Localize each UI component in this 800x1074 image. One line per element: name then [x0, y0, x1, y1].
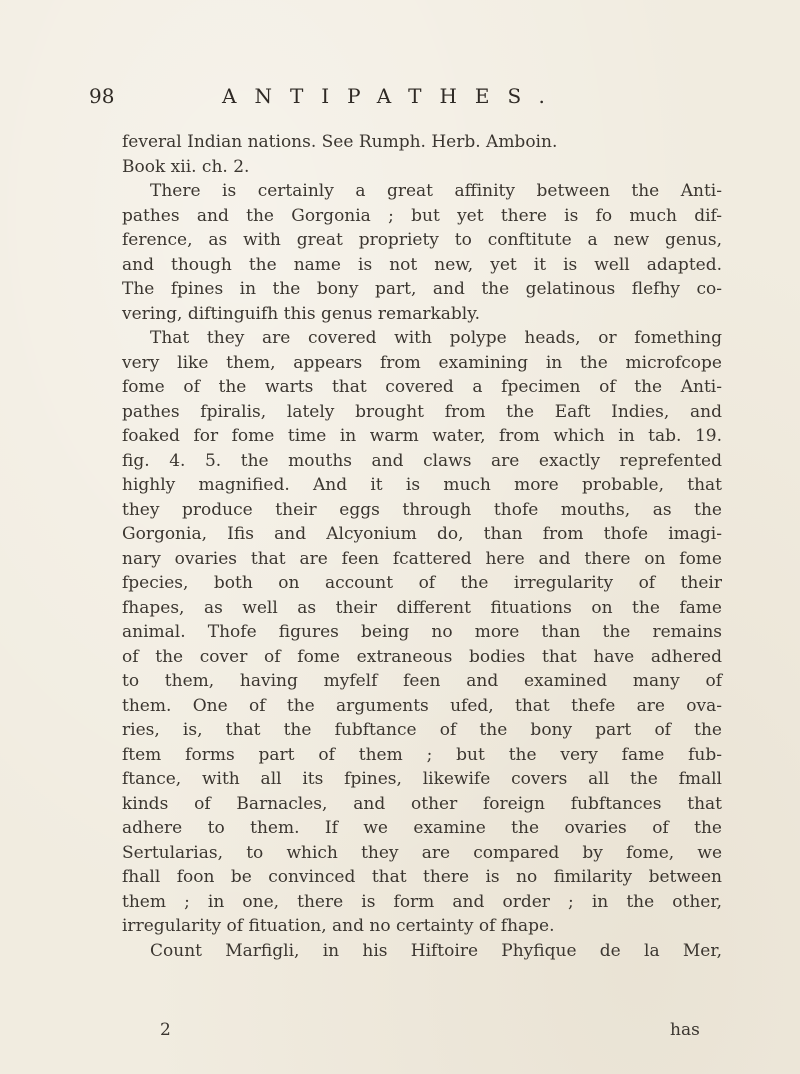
text-line: fome of the warts that covered a fpecimen of the Anti-: [122, 377, 722, 397]
text-line: fhapes, as well as their different fituations on the fame: [122, 597, 722, 618]
page-number: 98: [89, 84, 115, 108]
signature-mark: 2: [160, 1020, 171, 1040]
text-line: foaked for fome time in warm water, from which in tab. 19.: [122, 426, 722, 446]
text-line: Book xii. ch. 2.: [122, 156, 250, 177]
text-line: ftem forms part of them ; but the very fame fub-: [122, 744, 722, 765]
text-line: fhall foon be convinced that there is no fimilarity between: [122, 867, 722, 887]
text-line: fig. 4. 5. the mouths and claws are exactly reprefented: [122, 450, 722, 471]
page-footer: [0, 1020, 800, 1046]
text-line: them. One of the arguments ufed, that thefe are ova-: [122, 695, 722, 716]
text-line: The fpines in the bony part, and the gelatinous flefhy co-: [122, 279, 722, 299]
text-line: and though the name is not new, yet it is well adapted.: [122, 254, 722, 275]
text-line: There is certainly a great affinity between the Anti-: [150, 181, 722, 201]
body-text: [122, 130, 722, 963]
text-line: adhere to them. If we examine the ovaries of the: [122, 818, 722, 838]
text-line: nary ovaries that are feen fcattered here and there on fome: [122, 548, 722, 569]
text-line: they produce their eggs through thofe mouths, as the: [122, 499, 722, 520]
text-line: highly magnified. And it is much more probable, that: [122, 475, 722, 495]
text-line: vering, diftinguifh this genus remarkably.: [122, 303, 480, 324]
running-head: [0, 84, 800, 114]
running-title: ANTIPATHES.: [222, 84, 563, 108]
catchword: has: [670, 1020, 700, 1040]
text-line: of the cover of fome extraneous bodies that have adhered: [122, 646, 722, 667]
text-line: Gorgonia, Ifis and Alcyonium do, than from thofe imagi-: [122, 524, 722, 544]
text-line: ference, as with great propriety to conftitute a new genus,: [122, 230, 722, 250]
text-line: That they are covered with polype heads, or fomething: [150, 328, 722, 348]
text-line: kinds of Barnacles, and other foreign fubftances that: [122, 793, 722, 814]
text-line: Sertularias, to which they are compared by fome, we: [122, 842, 722, 863]
text-line: them ; in one, there is form and order ; in the other,: [122, 891, 722, 912]
text-line: to them, having myfelf feen and examined many of: [122, 671, 722, 691]
text-line: pathes and the Gorgonia ; but yet there is fo much dif-: [122, 205, 722, 226]
text-line: ftance, with all its fpines, likewife covers all the fmall: [122, 769, 722, 789]
text-line: very like them, appears from examining in the microfcope: [122, 352, 722, 373]
text-line: Count Marfigli, in his Hiftoire Phyfique de la Mer,: [150, 940, 722, 961]
text-line: ries, is, that the fubftance of the bony part of the: [122, 720, 722, 740]
text-line: feveral Indian nations. See Rumph. Herb. Amboin.: [122, 132, 558, 152]
text-line: irregularity of fituation, and no certainty of fhape.: [122, 916, 555, 936]
text-line: fpecies, both on account of the irregularity of their: [122, 573, 722, 593]
text-line: pathes fpiralis, lately brought from the Eaft Indies, and: [122, 401, 722, 422]
text-line: animal. Thofe figures being no more than the remains: [122, 622, 722, 642]
